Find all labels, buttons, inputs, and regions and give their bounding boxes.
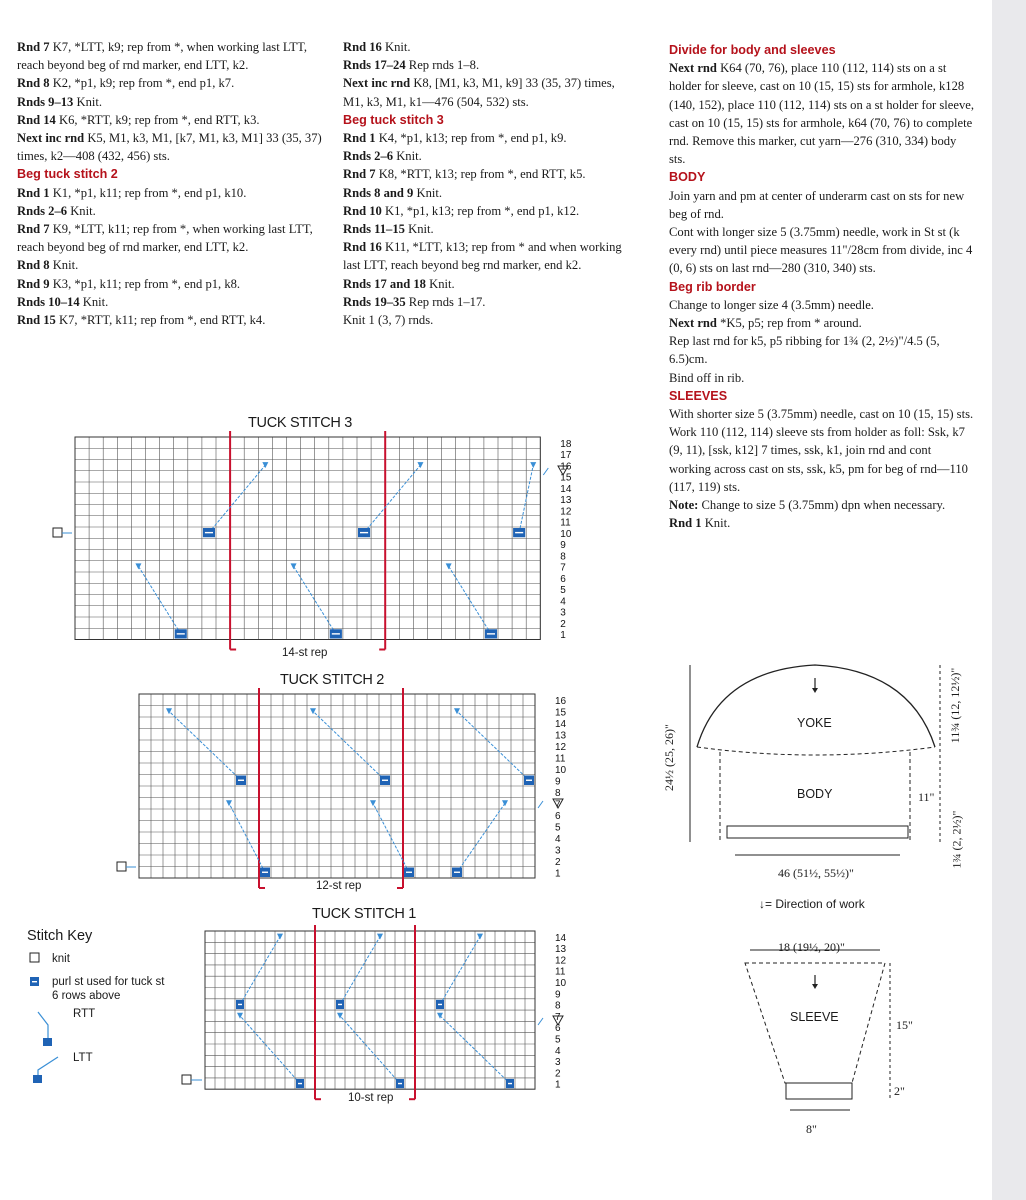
chart-title-tuck-stitch-2: TUCK STITCH 2 [280, 672, 385, 688]
body-length-label: 11" [918, 790, 935, 804]
row-number: 1 [560, 630, 566, 641]
sleeve-label: SLEEVE [790, 1010, 839, 1024]
instruction-text: K9, *LTT, k11; rep from *, when working last LTT, reach beyond beg of rnd marker, end LTT, k2. [17, 222, 313, 255]
knit-box [117, 862, 126, 871]
row-number: 16 [560, 461, 572, 473]
row-number: 1 [555, 868, 561, 880]
direction-arrow-icon: ↓ [759, 897, 765, 911]
row-number: 14 [560, 483, 572, 495]
instruction-text: K5, M1, k3, M1, [k7, M1, k3, M1] 33 (35, 37) times, k2—408 (432, 456) sts. [17, 131, 322, 164]
row-number: 12 [555, 742, 567, 753]
instruction-text: Work 110 (112, 114) sleeve sts from holder as foll: Ssk, k7 (9, 11), [ssk, k12] 7 times, ssk, k1, join rnd and cont working across cast on sts, ssk, k5, pm for beg of rnd—110 (117, 119) sts. [669, 425, 968, 494]
tuck-line [340, 1016, 400, 1084]
purl-dash [262, 872, 268, 873]
purl-dash [360, 532, 368, 533]
instruction-text: K2, *p1, k9; rep from *, end p1, k7. [49, 76, 235, 91]
instruction-label: Rnds 17–24 [343, 58, 406, 73]
row-number: 13 [555, 944, 567, 956]
page-edge [992, 0, 1026, 1200]
row-number: 16 [555, 696, 567, 707]
instruction-text: Knit. [404, 222, 434, 237]
row-number: 6 [555, 811, 561, 822]
yoke-outline [697, 665, 935, 747]
purl-dash [238, 780, 244, 781]
purl-dash [205, 532, 213, 533]
instruction-label: Rnd 16 [343, 240, 382, 255]
instruction-label: Rnd 1 [17, 185, 50, 200]
stitch-key-purl-label: purl st used for tuck st 6 rows above [52, 976, 165, 1002]
instruction-label: Next rnd [669, 316, 717, 331]
instruction-text: K3, *p1, k11; rep from *, end p1, k8. [49, 276, 241, 291]
instruction-text: K64 (70, 76), place 110 (112, 114) sts on a st holder for sleeve, cast on 10 (15, 15) sts for armhole, k128 (140, 152), place 110 (112, 114) sts on a st holder for sleeve, cast on 10 (15, 15) sts for armhole, k64 (70, 76) to complete rnd. Remove this marker, cut yarn—276 (310, 334) body sts. [669, 61, 974, 167]
knit-key-icon [30, 953, 39, 962]
tuck-line [457, 803, 505, 872]
section-heading: Beg tuck stitch 2 [17, 167, 118, 182]
row-number: 17 [560, 450, 572, 461]
row-number: 2 [555, 1068, 561, 1080]
row-number: 7 [555, 1011, 561, 1023]
tuck-line [538, 801, 543, 808]
purl-dash [508, 1083, 512, 1084]
purl-dash [338, 1004, 342, 1005]
tuck-line [240, 937, 280, 1005]
purl-dash [438, 1004, 442, 1005]
row-number: 6 [555, 1023, 561, 1035]
instruction-label: Rnd 16 [343, 40, 382, 54]
row-number: 4 [555, 1045, 561, 1057]
section-heading: SLEEVES [669, 388, 728, 403]
instruction-text: Join yarn and pm at center of underarm cast on sts for new beg of rnd. [669, 188, 965, 221]
direction-arrow-icon [812, 984, 818, 989]
rep-label-12: 12-st rep [316, 880, 362, 892]
stitch-key-ltt-label: LTT [73, 1052, 93, 1064]
row-number: 1 [555, 1079, 561, 1091]
cuff-outline [786, 1083, 852, 1099]
rib-depth-label: 1¾ (2, 2½)" [949, 810, 964, 869]
row-number: 4 [560, 596, 566, 608]
instruction-label: Rnds 10–14 [17, 294, 80, 309]
rtt-key-purl [43, 1038, 52, 1046]
knit-box [53, 528, 62, 537]
instruction-text: Knit. [393, 149, 422, 164]
instruction-text: Knit. [425, 276, 455, 291]
direction-note [759, 897, 865, 911]
cuff-depth-label: 2" [894, 1084, 905, 1098]
stitch-key-knit-label: knit [52, 953, 70, 965]
purl-dash [526, 780, 532, 781]
row-number: 7 [560, 562, 566, 574]
section-heading: BODY [669, 170, 706, 185]
instruction-label: Next inc rnd [17, 131, 85, 146]
purl-dash [454, 872, 460, 873]
instruction-text: Knit. [73, 94, 103, 109]
row-number: 13 [560, 495, 572, 506]
instruction-text: Change to longer size 4 (3.5mm) needle. [669, 297, 874, 312]
tuck-line [313, 711, 385, 780]
instruction-text: K7, *LTT, k9; rep from *, when working last LTT, reach beyond beg of rnd marker, end LTT, k2. [17, 40, 307, 73]
purl-dash [332, 633, 340, 634]
purl-dash [238, 1004, 242, 1005]
row-number: 4 [555, 834, 561, 845]
instruction-text: K1, *p1, k13; rep from *, end p1, k12. [381, 203, 580, 218]
ltt-key-purl [33, 1075, 42, 1083]
direction-note-text: = Direction of work [765, 897, 865, 911]
yoke-label: YOKE [797, 716, 832, 730]
instruction-label: Rnd 1 [669, 516, 702, 531]
cuff-width-label: 8" [806, 1122, 817, 1136]
purl-dash [406, 872, 412, 873]
instruction-text: *K5, p5; rep from * around. [716, 316, 862, 331]
row-number: 8 [555, 1000, 561, 1012]
row-number: 15 [560, 472, 572, 484]
tuck-arrow [446, 563, 452, 569]
row-number: 14 [555, 932, 567, 944]
instruction-text: K7, *RTT, k11; rep from *, end RTT, k4. [55, 313, 266, 328]
row-number: 10 [560, 528, 572, 540]
purl-dash [487, 633, 495, 634]
instruction-label: Rnd 15 [17, 313, 56, 328]
instruction-label: Rnds 11–15 [343, 222, 405, 237]
purl-dash [398, 1083, 402, 1084]
instruction-text: Knit. [381, 40, 411, 54]
instruction-text: Rep last rnd for k5, p5 ribbing for 1¾ (2, 2½)"/4.5 (5, 6.5)cm. [669, 334, 940, 367]
row-number: 8 [560, 551, 566, 563]
tuck-line [240, 1016, 300, 1084]
section-heading: Beg tuck stitch 3 [343, 112, 444, 127]
row-number: 11 [555, 753, 566, 765]
row-number: 3 [555, 845, 561, 857]
tuck-arrow [135, 563, 141, 569]
instruction-label: Note: [669, 498, 699, 513]
instruction-text: K4, *p1, k13; rep from *, end p1, k9. [375, 131, 567, 146]
instruction-text: Knit. [67, 203, 96, 218]
instruction-text: Knit. [413, 185, 443, 200]
tuck-line [364, 465, 420, 533]
instruction-label: Rnd 7 [17, 222, 50, 237]
tuck-arrow [377, 934, 383, 940]
instruction-label: Next rnd [669, 61, 717, 76]
row-number: 12 [555, 955, 567, 967]
row-number: 9 [560, 540, 566, 551]
tuck-arrow [502, 800, 508, 806]
row-number: 7 [555, 799, 561, 811]
instruction-text: Knit 1 (3, 7) rnds. [343, 313, 434, 328]
yoke-bottom-dashed [697, 747, 935, 755]
row-number: 9 [555, 989, 561, 1001]
instruction-label: Rnds 9–13 [17, 94, 74, 109]
rtt-key-icon [38, 1012, 48, 1040]
instruction-label: Rnd 9 [17, 276, 50, 291]
instruction-text: Rep rnds 1–17. [405, 294, 486, 309]
instruction-text: Knit. [79, 294, 109, 309]
instruction-label: Rnds 8 and 9 [343, 185, 414, 200]
body-label: BODY [797, 787, 833, 801]
rep-label-14: 14-st rep [282, 647, 328, 659]
purl-dash [298, 1083, 302, 1084]
row-number: 5 [560, 585, 566, 596]
row-number: 3 [560, 607, 566, 619]
tuck-arrow [437, 1013, 443, 1019]
tuck-arrow [370, 800, 376, 806]
row-number: 18 [560, 438, 572, 450]
row-number: 2 [555, 857, 561, 868]
tuck-arrow [262, 462, 268, 468]
row-number: 3 [555, 1057, 561, 1069]
tuck-line [169, 711, 241, 780]
chart-title-tuck-stitch-3: TUCK STITCH 3 [248, 415, 353, 431]
purl-dash [515, 532, 523, 533]
stitch-key-title: Stitch Key [27, 928, 93, 944]
yoke-depth-label: 11¾ (12, 12½)" [948, 667, 963, 744]
row-number: 5 [555, 822, 561, 834]
row-number: 6 [560, 573, 566, 585]
instruction-text: With shorter size 5 (3.75mm) needle, cast on 10 (15, 15) sts. [669, 407, 974, 422]
instruction-text: Rep rnds 1–8. [405, 58, 480, 73]
instruction-text: Cont with longer size 5 (3.75mm) needle, work in St st (k every rnd) until piece measures 11"/28cm from divide, inc 4 (0, 6) sts on last rnd—280 (310, 340) sts. [669, 225, 973, 276]
tuck-line [457, 711, 529, 780]
tuck-line [340, 937, 380, 1005]
instruction-label: Rnd 8 [17, 258, 50, 273]
row-number: 11 [555, 966, 566, 978]
row-number: 9 [555, 776, 561, 788]
row-number: 13 [555, 730, 567, 742]
instruction-text: K6, *RTT, k9; rep from *, end RTT, k3. [55, 112, 260, 127]
row-number: 14 [555, 719, 567, 730]
instruction-text: K8, [M1, k3, M1, k9] 33 (35, 37) times, M1, k3, M1, k1—476 (504, 532) sts. [343, 76, 615, 109]
instruction-label: Rnd 8 [17, 76, 50, 91]
purl-dash [382, 780, 388, 781]
instruction-label: Rnd 10 [343, 203, 382, 218]
instruction-text: K8, *RTT, k13; rep from *, end RTT, k5. [375, 167, 586, 182]
instruction-label: Rnd 7 [343, 167, 376, 182]
rib-border-outline [727, 826, 908, 838]
row-number: 2 [560, 618, 566, 630]
purl-key-dash [32, 981, 37, 982]
stitch-key-rtt-label: RTT [73, 1008, 96, 1020]
tuck-arrow [226, 800, 232, 806]
tuck-arrow [530, 462, 536, 468]
rep-label-10: 10-st rep [348, 1092, 394, 1104]
total-length-label: 24½ (25, 26)" [661, 724, 676, 791]
section-heading: Divide for body and sleeves [669, 43, 836, 57]
row-number: 5 [555, 1034, 561, 1046]
tuck-line [209, 465, 265, 533]
instruction-label: Rnds 19–35 [343, 294, 406, 309]
section-heading: Beg rib border [669, 279, 756, 294]
sleeve-length-label: 15" [896, 1018, 913, 1032]
row-number: 10 [555, 765, 567, 776]
tuck-arrow [277, 934, 283, 940]
instruction-label: Rnd 14 [17, 112, 56, 127]
tuck-line [543, 468, 548, 475]
instruction-label: Rnd 1 [343, 131, 376, 146]
instruction-label: Rnds 2–6 [17, 203, 68, 218]
chest-width-label: 46 (51½, 55½)" [778, 866, 854, 880]
instruction-text: K11, *LTT, k13; rep from * and when working last LTT, reach beyond beg rnd marker, end k2. [343, 240, 622, 273]
instruction-text: Knit. [701, 516, 731, 531]
instruction-label: Rnd 7 [17, 40, 50, 54]
instruction-text: Knit. [49, 258, 79, 273]
ltt-key-icon [38, 1057, 58, 1077]
row-number: 10 [555, 978, 567, 989]
instruction-text: K1, *p1, k11; rep from *, end p1, k10. [49, 185, 247, 200]
instruction-text: Change to size 5 (3.75mm) dpn when necessary. [698, 498, 946, 513]
instruction-text: Bind off in rib. [669, 370, 745, 385]
tuck-arrow [291, 563, 297, 569]
instruction-label: Rnds 17 and 18 [343, 276, 426, 291]
chart-title-tuck-stitch-1: TUCK STITCH 1 [312, 906, 417, 922]
row-number: 8 [555, 788, 561, 799]
instruction-label: Rnds 2–6 [343, 149, 394, 164]
tuck-line [538, 1018, 543, 1025]
instruction-label: Next inc rnd [343, 76, 411, 91]
direction-arrow-icon [812, 688, 818, 693]
tuck-line [440, 937, 480, 1005]
upper-arm-label: 18 (19½, 20)" [778, 940, 845, 954]
row-number: 15 [555, 707, 567, 719]
tuck-arrow [477, 934, 483, 940]
purl-dash [177, 633, 185, 634]
row-number: 12 [560, 506, 572, 518]
knit-box [182, 1075, 191, 1084]
row-number: 11 [560, 517, 571, 529]
tuck-arrow [417, 462, 423, 468]
